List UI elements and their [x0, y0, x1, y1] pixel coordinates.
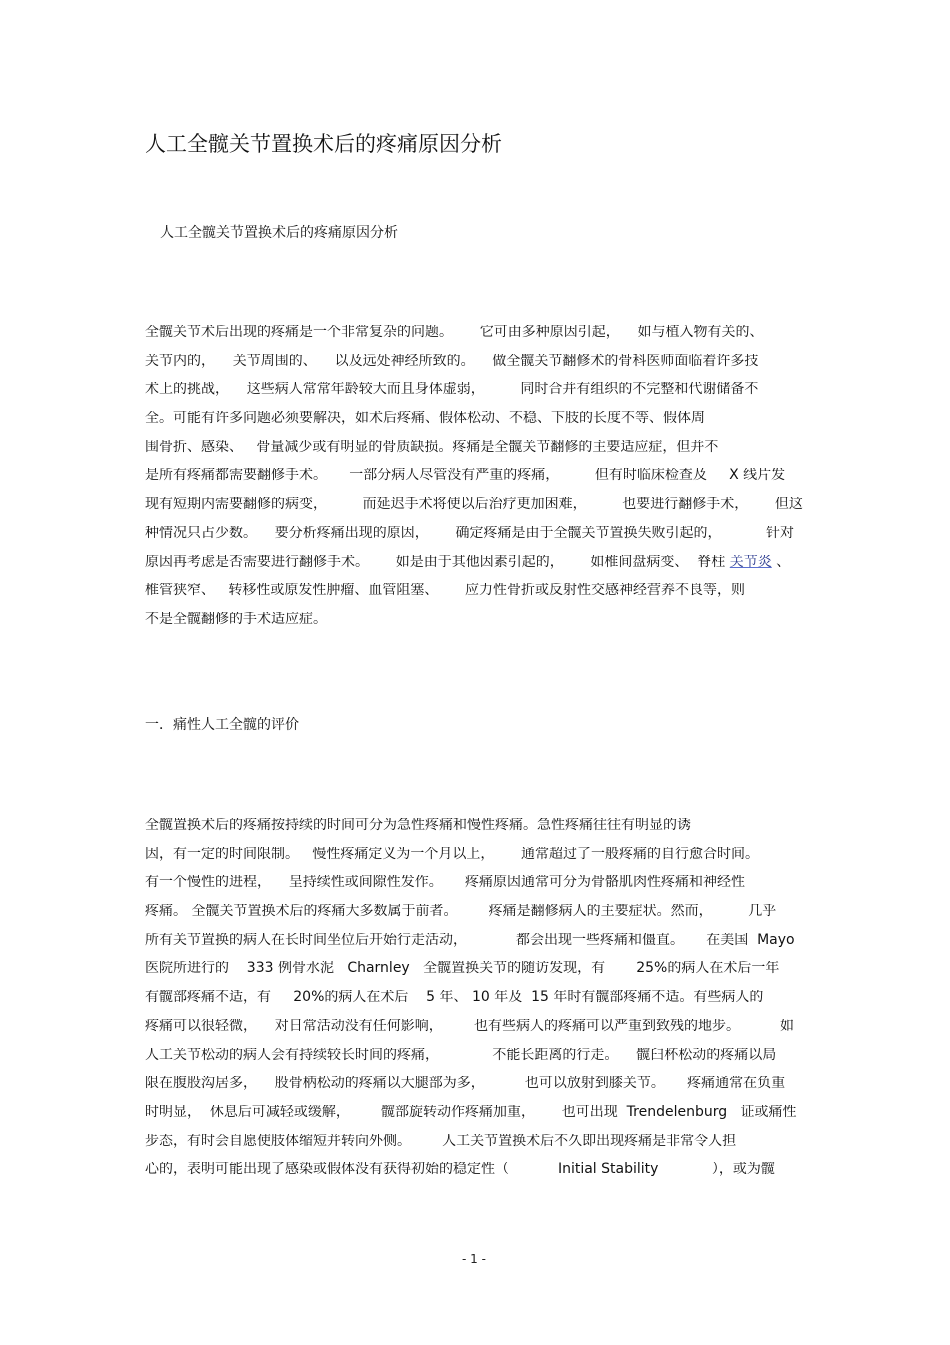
- text-line: 所有关节置换的病人在长时间坐位后开始行走活动， 都会出现一些疼痛和僵直。 在美国 Mayo: [145, 932, 795, 948]
- text-line: 人工关节松动的病人会有持续较长时间的疼痛， 不能长距离的行走。 髋臼杯松动的疼痛以局: [145, 1047, 777, 1063]
- text-line: 全。可能有许多问题必须要解决，如术后疼痛、假体松动、不稳、下肢的长度不等、假体周: [145, 411, 705, 427]
- arthritis-link[interactable]: 关节炎: [729, 554, 772, 570]
- section-heading: 一．痛性人工全髋的评价: [145, 717, 299, 733]
- text-line-with-link: [145, 555, 835, 584]
- text-segment: 、: [771, 554, 791, 570]
- text-line: 关节内的， 关节周围的、 以及远处神经所致的。 做全髋关节翻修术的骨科医师面临着许多技: [145, 353, 759, 369]
- text-line: 有髋部疼痛不适，有 20%的病人在术后 5 年、 10 年及 15 年时有髋部疼痛不适。有些病人的: [145, 990, 764, 1006]
- text-line: 时明显， 休息后可减轻或缓解， 髋部旋转动作疼痛加重， 也可出现 Trendelenburg 证或痛性: [145, 1104, 797, 1120]
- text-line: 全髋置换术后的疼痛按持续的时间可分为急性疼痛和慢性疼痛。急性疼痛往往有明显的诱: [145, 818, 691, 833]
- text-line: 术上的挑战， 这些病人常常年龄较大而且身体虚弱， 同时合并有组织的不完整和代谢储备不: [145, 382, 759, 398]
- text-line: 有一个慢性的进程， 呈持续性或间隙性发作。 疼痛原因通常可分为骨骼肌肉性疼痛和神经性: [145, 875, 746, 891]
- text-line: 全髋关节术后出现的疼痛是一个非常复杂的问题。 它可由多种原因引起， 如与植入物有关的、: [145, 325, 764, 340]
- paragraph-intro: [145, 325, 835, 641]
- text-line: 是所有疼痛都需要翻修手术。 一部分病人尽管没有严重的疼痛， 但有时临床检查及 X 线片发: [145, 468, 786, 484]
- text-line: 种情况只占少数。 要分析疼痛出现的原因， 确定疼痛是由于全髋关节置换失败引起的， 针对: [145, 525, 795, 541]
- text-line: 步态，有时会自愿使肢体缩短并转向外侧。 人工关节置换术后不久即出现疼痛是非常令人担: [145, 1133, 737, 1149]
- paragraph-evaluation: [145, 818, 835, 1191]
- text-line: 疼痛。 全髋关节置换术后的疼痛大多数属于前者。 疼痛是翻修病人的主要症状。然而， 几乎: [145, 904, 777, 920]
- text-line: 疼痛可以很轻微， 对日常活动没有任何影响， 也有些病人的疼痛可以严重到致残的地步。 如: [145, 1018, 795, 1034]
- text-line: 椎管狭窄、 转移性或原发性肿瘤、血管阻塞、 应力性骨折或反射性交感神经营养不良等，则: [145, 583, 746, 599]
- text-line: 不是全髋翻修的手术适应症。: [145, 611, 327, 627]
- text-line: 现有短期内需要翻修的病变， 而延迟手术将使以后治疗更加困难， 也要进行翻修手术， 但这: [145, 497, 803, 513]
- text-line: 因，有一定的时间限制。 慢性疼痛定义为一个月以上， 通常超过了一般疼痛的自行愈合时间。: [145, 846, 760, 862]
- text-segment: 原因再考虑是否需要进行翻修手术。 如是由于其他因素引起的， 如椎间盘病变、 脊柱: [145, 554, 730, 570]
- text-line: 心的，表明可能出现了感染或假体没有获得初始的稳定性（ Initial Stability ），或为髋: [145, 1162, 775, 1178]
- text-line: 医院所进行的 333 例骨水泥 Charnley 全髋置换关节的随访发现，有 25%的病人在术后一年: [145, 961, 780, 977]
- text-line: 围骨折、感染、 骨量减少或有明显的骨质缺损。疼痛是全髋关节翻修的主要适应症，但并不: [145, 439, 719, 455]
- text-line: 限在腹股沟居多， 股骨柄松动的疼痛以大腿部为多， 也可以放射到膝关节。 疼痛通常在负重: [145, 1076, 786, 1092]
- page-number: - 1 -: [462, 1252, 486, 1266]
- document-title: 人工全髋关节置换术后的疼痛原因分析: [145, 132, 502, 156]
- document-subtitle: 人工全髋关节置换术后的疼痛原因分析: [160, 225, 398, 241]
